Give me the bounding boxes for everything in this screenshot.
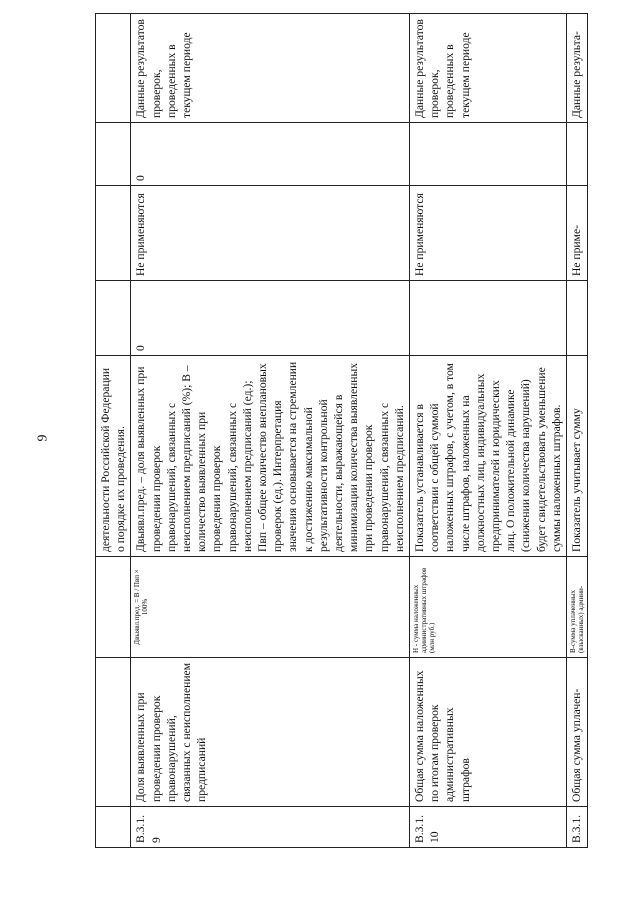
base-value-cell	[567, 281, 588, 356]
formula-cell: Двыявл.пред. = В / Пвп × 100%	[131, 557, 410, 658]
source-cell: Данные результа-	[567, 14, 588, 123]
source-cell: Данные результатов проверок, проведенных в текущем периоде	[410, 14, 567, 123]
target-value-cell: 0	[131, 123, 410, 186]
target-value-cell	[567, 123, 588, 186]
name-cell: Доля выявленных при проведении проверок правонарушений, связанных с неисполнением предписаний	[131, 658, 410, 807]
target-value-cell	[410, 123, 567, 186]
normative-cell: Не приме-	[567, 186, 588, 281]
code-cell: В.3.1. 10	[410, 807, 567, 848]
formula-cell: В-сумма уплаченных (взысканных) админи-	[567, 557, 588, 658]
base-value-cell: 0	[131, 281, 410, 356]
name-cell: Общая сумма уплачен-	[567, 658, 588, 807]
base-value-cell	[410, 281, 567, 356]
normative-cell: Не применяются	[131, 186, 410, 281]
page-number: 9	[35, 434, 51, 442]
method-cell: Двыявл.пред. – доля выявленных при проведении проверок правонарушений, связанных с неисполнением предписаний (%); В – количество выявленных при проведении проверок правонарушений, связанных с неисполнением предписаний (ед.); Пвп – общее количество внеплановых проверок (ед.). Интерпретация значения основывается на стремлении к достижению максимальной результативности контрольной деятельности, выражающейся в минимизации количества выявленных при проведении проверок правонарушений, связанных с неисполнением предписаний.	[131, 356, 410, 557]
formula-cell: Н - сумма наложенных административных штрафов (млн руб.)	[410, 557, 567, 658]
table-row	[567, 14, 588, 848]
source-cell: Данные результатов проверок, проведенных в текущем периоде	[131, 14, 410, 123]
method-cell: Показатель учитывает сумму	[567, 356, 588, 557]
method-cell: деятельности Российской Федерации о порядке их проведения.	[96, 356, 131, 557]
indicators-table	[95, 13, 588, 848]
document-table-container	[95, 19, 588, 848]
normative-cell: Не применяются	[410, 186, 567, 281]
name-cell: Общая сумма наложенных по итогам проверок административных штрафов	[410, 658, 567, 807]
method-cell: Показатель устанавливается в соответствии с общей суммой наложенных штрафов, с учетом, в том числе штрафов, наложенных на должностных лиц, индивидуальных предпринимателей и юридических лиц. О положительной динамике (снижении количества нарушений) будет свидетельствовать уменьшение суммы наложенных штрафов.	[410, 356, 567, 557]
table-row-continuation	[96, 14, 131, 848]
code-cell: В.3.1. 9	[131, 807, 410, 848]
code-cell: В.3.1.	[567, 807, 588, 848]
table-row	[131, 14, 410, 848]
table-row	[410, 14, 567, 848]
